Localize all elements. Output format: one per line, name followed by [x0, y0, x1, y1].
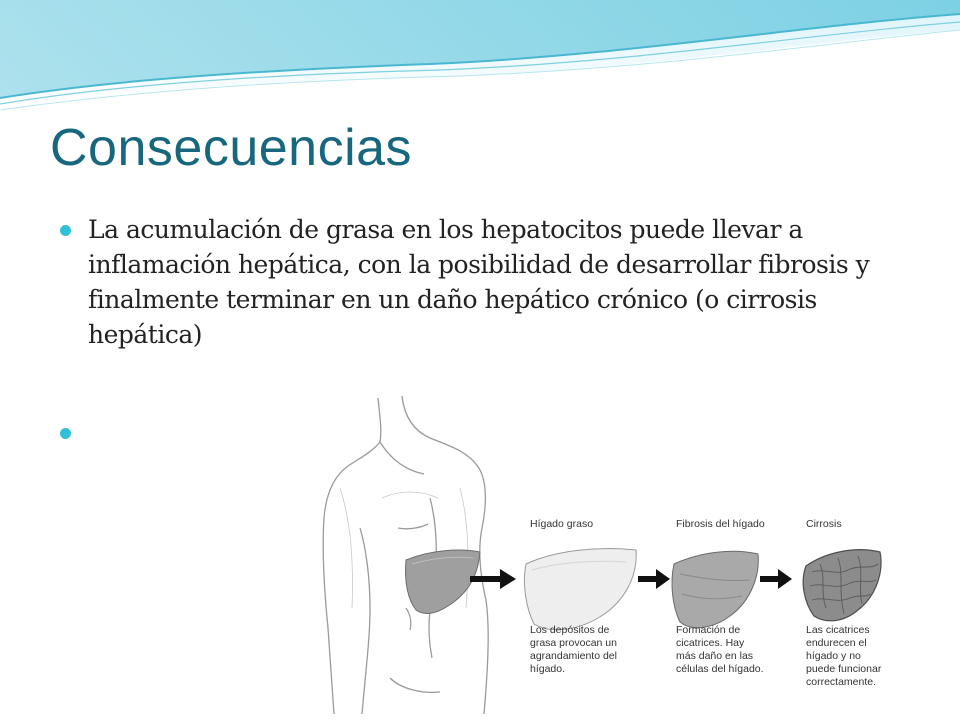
cirrhotic-liver-icon — [803, 550, 881, 621]
stage-label-fatty-liver: Hígado graso — [530, 518, 594, 530]
bullet-dot-icon — [60, 428, 71, 439]
arrow-right-icon — [470, 569, 516, 589]
stage-label-cirrhosis: Cirrosis — [806, 518, 842, 530]
header-wave-decoration — [0, 0, 960, 120]
fibrotic-liver-icon — [672, 551, 758, 627]
bullet-dot-icon — [60, 225, 71, 236]
bullet-text: La acumulación de grasa en los hepatocitos puede llevar a inflamación hepática, con la posibilidad de desarrollar fibrosis y finalmente terminar en un daño hepático crónico (o cirrosis hepática) — [88, 215, 870, 349]
bullet-item — [60, 212, 870, 352]
stage-description-cirrhosis: Las cicatrices endurecen el hígado y no puede funcionar correctamente. — [806, 624, 882, 688]
arrow-right-icon — [760, 569, 792, 589]
fatty-liver-icon — [524, 549, 636, 630]
stage-description-fibrosis: Formación de cicatrices. Hay más daño en las células del hígado. — [676, 624, 764, 675]
arrow-right-icon — [638, 569, 670, 589]
stage-description-fatty-liver: Los depósitos de grasa provocan un agrandamiento del hígado. — [530, 624, 617, 675]
stage-label-fibrosis: Fibrosis del hígado — [676, 518, 765, 530]
liver-disease-figure — [320, 378, 900, 714]
liver-in-body-icon — [405, 550, 480, 613]
slide-title: Consecuencias — [50, 119, 413, 177]
